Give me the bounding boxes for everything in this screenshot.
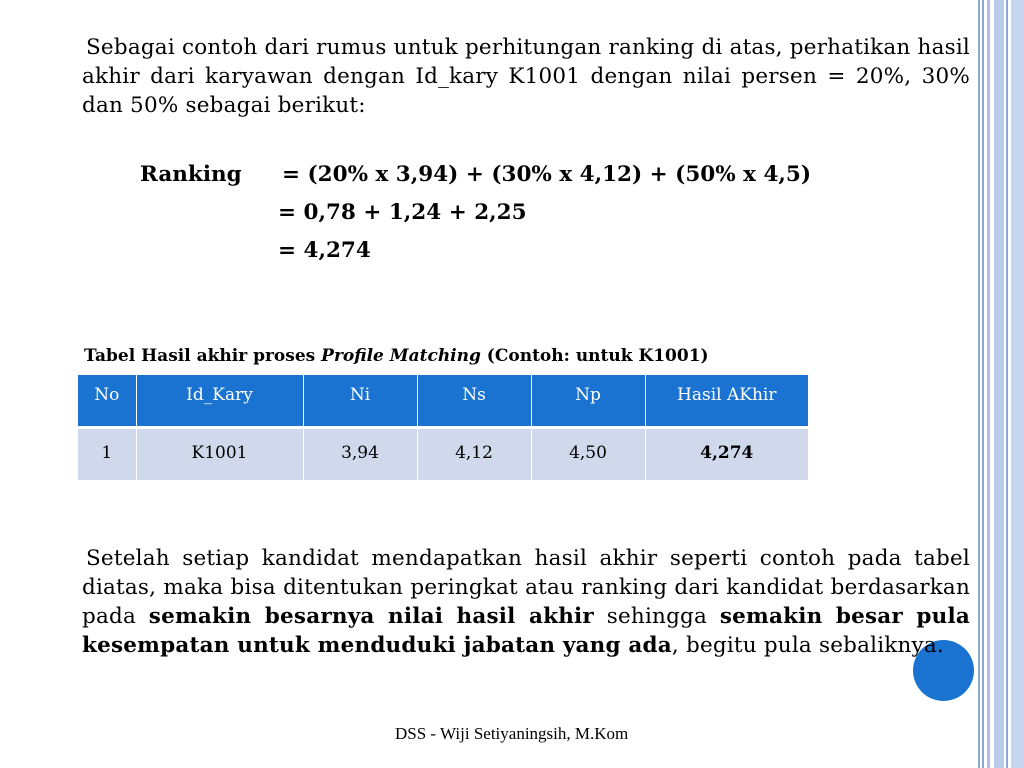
cell-np: 4,50 xyxy=(531,427,645,480)
header-ns: Ns xyxy=(417,375,531,427)
header-id-kary: Id_Kary xyxy=(136,375,303,427)
cell-hasil-akhir: 4,274 xyxy=(645,427,808,480)
stripe xyxy=(987,0,990,768)
conclusion-paragraph xyxy=(82,544,970,660)
stripe xyxy=(1011,0,1024,768)
table-header-row xyxy=(78,375,808,427)
header-np: Np xyxy=(531,375,645,427)
cell-ni: 3,94 xyxy=(303,427,417,480)
caption-pre: Tabel Hasil akhir proses xyxy=(84,346,322,366)
formula-line-2: = 0,78 + 1,24 + 2,25 xyxy=(278,200,527,225)
footer-text: DSS - Wiji Setiyaningsih, M.Kom xyxy=(395,724,629,743)
intro-text: Sebagai contoh dari rumus untuk perhitungan ranking di atas, perhatikan hasil akhir dari karyawan dengan Id_kary K1001 dengan nilai persen = 20%, 30% dan 50% sebagai berikut: xyxy=(82,35,970,118)
cell-id-kary: K1001 xyxy=(136,427,303,480)
conclusion-part-2: sehingga xyxy=(593,604,720,629)
table-row xyxy=(78,427,808,480)
stripe xyxy=(982,0,984,768)
formula-line-1: = (20% x 3,94) + (30% x 4,12) + (50% x 4,5) xyxy=(282,162,812,187)
header-ni: Ni xyxy=(303,375,417,427)
header-hasil-akhir: Hasil AKhir xyxy=(645,375,808,427)
caption-post: (Contoh: untuk K1001) xyxy=(480,346,709,366)
cell-ns: 4,12 xyxy=(417,427,531,480)
table-caption xyxy=(84,346,709,366)
conclusion-bold-1: semakin besarnya nilai hasil akhir xyxy=(148,604,594,629)
cell-no: 1 xyxy=(78,427,136,480)
stripe xyxy=(994,0,1004,768)
header-no: No xyxy=(78,375,136,427)
decorative-stripes xyxy=(978,0,1024,768)
formula-label: Ranking xyxy=(140,162,242,187)
intro-paragraph xyxy=(82,33,970,120)
caption-italic: Profile Matching xyxy=(321,346,481,366)
conclusion-bold-2: semakin besar pula kesempatan untuk menduduki jabatan yang ada xyxy=(82,604,970,658)
stripe xyxy=(978,0,980,768)
formula-line-3: = 4,274 xyxy=(278,238,371,263)
result-table xyxy=(78,375,808,480)
conclusion-part-3: , begitu pula sebaliknya. xyxy=(671,633,944,658)
stripe xyxy=(1006,0,1008,768)
conclusion-part-1: Setelah setiap kandidat mendapatkan hasil akhir seperti contoh pada tabel diatas, maka bisa ditentukan peringkat atau ranking dari kandidat berdasarkan pada xyxy=(82,546,970,629)
